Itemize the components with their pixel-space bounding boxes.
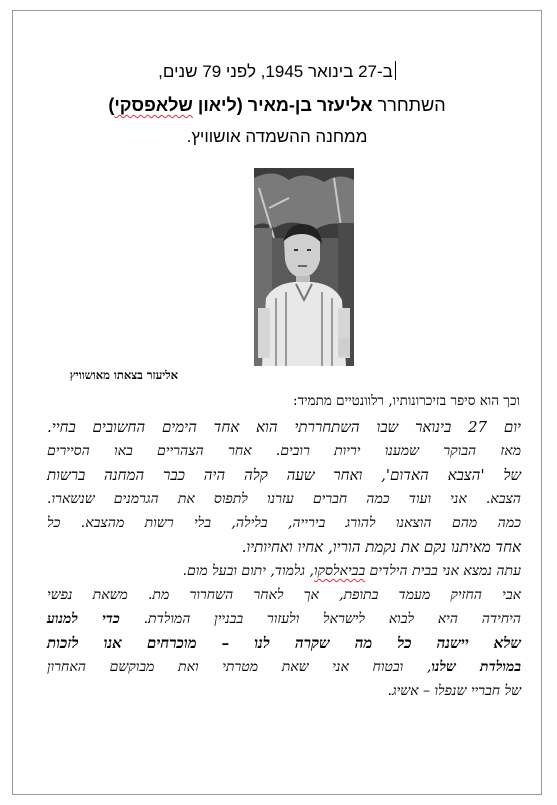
memoir-line: הצבא. אני ועוד כמה חברים עזרנו לתפוס את הגרמנים שנשארו. xyxy=(47,491,521,507)
memoir-line: של 'הצבא האדום', ואחר שעה קלה היה כבר המחנה ברשות xyxy=(47,466,521,484)
memoir-line: כמה מהם הוצאנו להורג בירייה, בלילה, בלי רשות מהצבא. כל xyxy=(47,515,521,531)
memoir-place-name: בביאלסקו xyxy=(313,563,366,579)
memoir-bold-text: כדי למנוע xyxy=(47,611,120,627)
header-paren-close: ) xyxy=(108,95,115,115)
memoir-line: אבי החזיק מעמד בתופת, אך לאחר השחרור מת. משאת נפשי xyxy=(47,587,521,603)
text-cursor xyxy=(395,61,396,80)
memoir-line-part: , ובטוח אני שאת מטרתי ואת מבוקשם האחרון xyxy=(47,659,432,675)
memoir-line: מאז הבוקר שמענו יריות רובים. אחר הצהריים באו הסיירים xyxy=(47,443,521,459)
header-released-text: השתחרר xyxy=(372,95,446,115)
portrait-photo xyxy=(254,168,354,366)
intro-line: וכך הוא סיפר בזיכרונותיו, רלוונטיים מתמיד: xyxy=(293,393,520,409)
memoir-line xyxy=(47,631,521,655)
header-name-line xyxy=(13,95,541,116)
header-date-text: ב-27 בינואר 1945, לפני 79 שנים, xyxy=(158,62,393,81)
memoir-line-part: , גלמוד, יתום ובעל מום. xyxy=(182,563,314,579)
memoir-bold-text: במולדת שלנו xyxy=(431,659,522,675)
memoir-line-part: היחידה היא לבוא לישראל ולעזור בבניין המולדת. xyxy=(119,611,521,627)
memoir-line xyxy=(47,607,521,631)
header-paren-open: (ליאון xyxy=(192,95,248,115)
memoir-line: אחד מאיתנו נקם את נקמת הוריו, אחיו ואחיותיו. xyxy=(241,538,521,556)
memoir-line-part: עתה נמצא אני בבית הילדים xyxy=(365,563,521,579)
memoir-line xyxy=(47,655,521,679)
memoir-text xyxy=(47,415,521,703)
header-camp-line: ממחנה ההשמדה אושוויץ. xyxy=(186,127,368,146)
document-page xyxy=(12,10,542,795)
memoir-bold-text: שלא יישנה כל מה שקרה לנו – מוכרחים אנו לזכות xyxy=(47,634,521,652)
photo-caption: אליעזר בצאתו מאושוויץ xyxy=(69,368,178,382)
header-date-line xyxy=(13,61,541,82)
header-name-text: אליעזר בן-מאיר xyxy=(247,95,373,115)
memoir-line xyxy=(47,559,521,583)
header-surname-text: שלאפסקי xyxy=(114,95,193,115)
memoir-line: יום 27 בינואר שבו השתחררתי הוא אחד הימים החשובים בחיי. xyxy=(47,418,521,436)
memoir-line: של חבריי שנפלו – אשיג. xyxy=(387,683,521,699)
